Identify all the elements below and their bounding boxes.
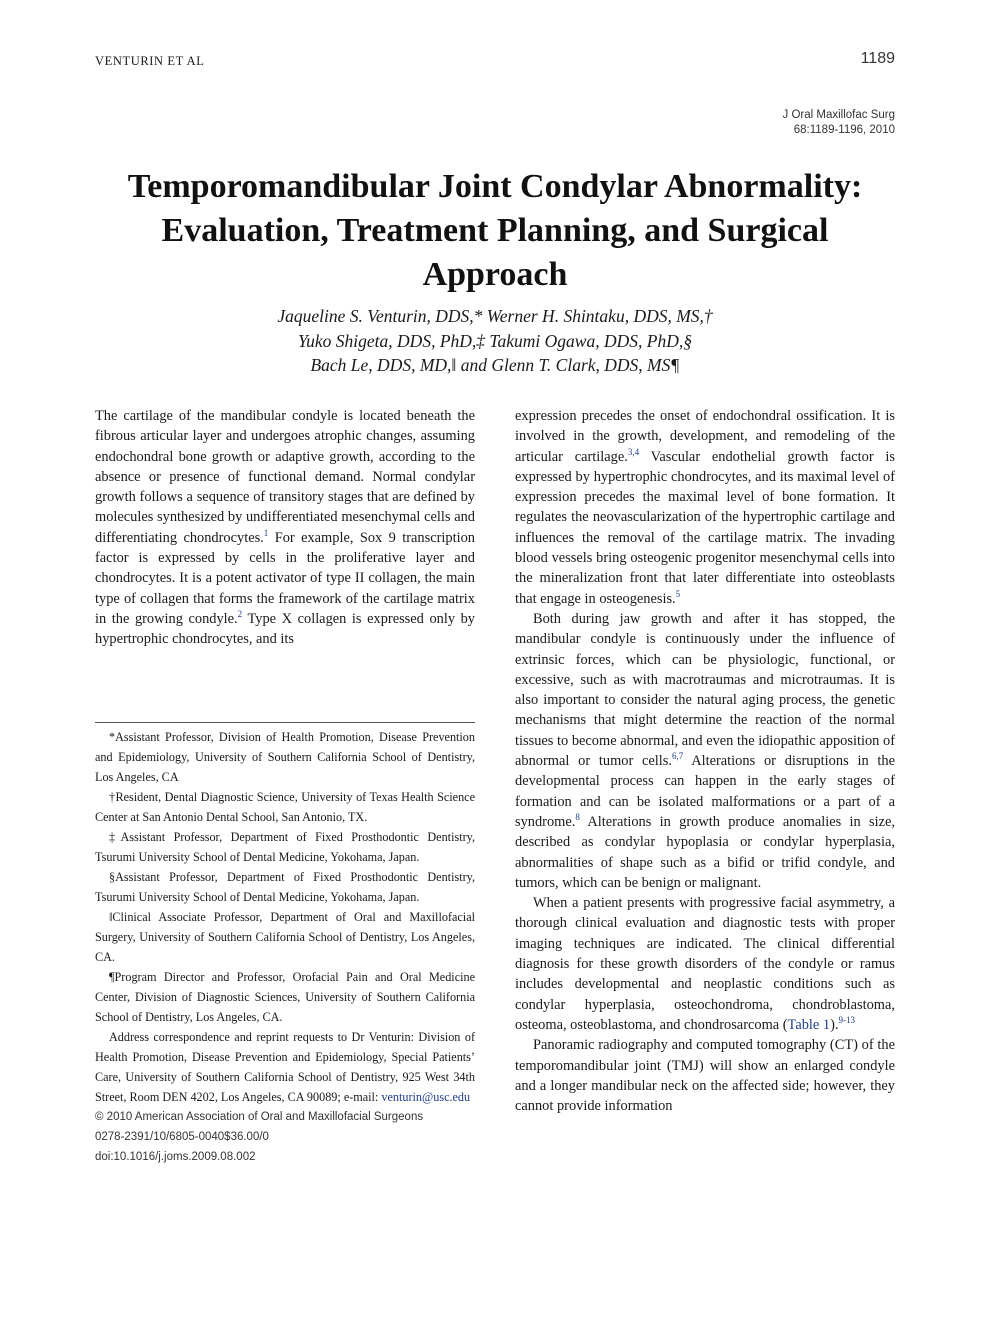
reference-link[interactable]: 1 <box>263 527 269 538</box>
doi-line: doi:10.1016/j.joms.2009.08.002 <box>95 1151 256 1163</box>
footnote: ‖Clinical Associate Professor, Department of Oral and Maxillofacial Surgery, University of Southern California School of Dentistry, Los Angeles, CA. <box>95 910 475 964</box>
page-number: 1189 <box>860 50 895 67</box>
text-span: Alterations or disruptions in the developmental process can happen in the early stages of formation and can be isolated malformations or a part of a syndrome. <box>515 753 895 830</box>
reference-link[interactable]: 8 <box>575 812 580 823</box>
right-column <box>515 406 895 1116</box>
reference-link[interactable]: 2 <box>237 609 243 620</box>
email-link[interactable]: venturin@usc.edu <box>381 1090 471 1104</box>
author-list <box>95 304 895 378</box>
text-span: The cartilage of the mandibular condyle is located beneath the fibrous articular layer and undergoes atrophic changes, assuming endochondral bone growth or adaptive growth, according to the absence or presence of functional demand. Normal condylar growth follows a sequence of transitory stages that are defined by molecules synthesized by undifferentiated mesenchymal cells and differentiating chondrocytes. <box>95 408 475 546</box>
text-span: ). <box>830 1016 839 1033</box>
body-paragraph <box>515 609 895 893</box>
body-paragraph <box>95 406 475 650</box>
journal-citation <box>783 108 895 138</box>
reference-link[interactable]: 3,4 <box>627 446 640 457</box>
issn-line: 0278-2391/10/6805-0040$36.00/0 <box>95 1131 269 1143</box>
body-paragraph: Panoramic radiography and computed tomography (CT) of the temporomandibular joint (TMJ) will show an enlarged condyle and a longer mandibular neck on the affected side; however, they cannot provide information <box>515 1037 895 1115</box>
text-span: expression precedes the onset of endochondral ossification. It is involved in the growth, development, and remodeling of the articular cartilage. <box>515 408 895 465</box>
reference-link[interactable]: 6,7 <box>672 751 684 762</box>
author-line-3: Bach Le, DDS, MD,‖ and Glenn T. Clark, DDS, MS¶ <box>310 355 680 375</box>
reference-link[interactable]: 9-13 <box>838 1015 855 1026</box>
running-head: VENTURIN ET AL <box>95 54 205 68</box>
text-span: When a patient presents with progressive facial asymmetry, a thorough clinical evaluation and diagnostic tests with proper imaging techniques are indicated. The clinical differential diagnosis for these growth disorders of the condyle or ramus includes developmental and neoplastic conditions such as condylar hyperplasia, osteochondroma, chondroblastoma, osteoma, osteoblastoma, and chondrosarcoma ( <box>515 895 895 1033</box>
journal-name: J Oral Maxillofac Surg <box>782 109 895 121</box>
footnote: *Assistant Professor, Division of Health Promotion, Disease Prevention and Epidemiology, University of Southern California School of Dentistry, Los Angeles, CA <box>95 730 475 784</box>
footnote: §Assistant Professor, Department of Fixed Prosthodontic Dentistry, Tsurumi University School of Dental Medicine, Yokohama, Japan. <box>95 870 475 904</box>
affiliation-footnotes <box>95 722 475 1167</box>
copyright-line: © 2010 American Association of Oral and Maxillofacial Surgeons <box>95 1111 424 1123</box>
text-span: Alterations in growth produce anomalies in size, described as condylar hypoplasia or condylar hyperplasia, abnormalities of shape such as a bifid or trifid condyle, and tumors, which can be benign or malignant. <box>515 813 895 891</box>
body-paragraph <box>515 893 895 1035</box>
footnote: ¶Program Director and Professor, Orofacial Pain and Oral Medicine Center, Division of Diagnostic Sciences, University of Southern California School of Dentistry, Los Angeles, CA. <box>95 970 475 1024</box>
reference-link[interactable]: 5 <box>675 588 681 599</box>
left-column <box>95 406 475 650</box>
journal-volume: 68:1189-1196, 2010 <box>793 124 895 136</box>
text-span: Type X collagen is expressed only by hypertrophic chondrocytes, and its <box>95 610 476 648</box>
text-span: Both during jaw growth and after it has stopped, the mandibular condyle is continuously under the influence of extrinsic forces, which can be physiologic, functional, or excessive, such as with macrotraumas and microtraumas. It is also important to consider the natural aging process, the genetic mechanisms that might determine the reaction of the normal tissues to become abnormal, and even the idiopathic apposition of abnormal or tumor cells. <box>515 610 895 770</box>
footnote: †Resident, Dental Diagnostic Science, University of Texas Health Science Center at San Antonio Dental School, San Antonio, TX. <box>95 790 475 824</box>
author-line-2: Yuko Shigeta, DDS, PhD,‡ Takumi Ogawa, DDS, PhD,§ <box>298 330 692 351</box>
article-title: Temporomandibular Joint Condylar Abnormality: Evaluation, Treatment Planning, and Surgical Approach <box>127 168 863 293</box>
table-link[interactable]: Table 1 <box>787 1016 831 1033</box>
body-paragraph <box>515 406 895 609</box>
correspondence-footnote <box>95 1027 475 1107</box>
author-line-1: Jaqueline S. Venturin, DDS,* Werner H. Shintaku, DDS, MS,† <box>277 306 713 326</box>
footnote: ‡Assistant Professor, Department of Fixed Prosthodontic Dentistry, Tsurumi University School of Dental Medicine, Yokohama, Japan. <box>95 830 475 864</box>
text-span: Vascular endothelial growth factor is expressed by hypertrophic chondrocytes, and its maximal level of expression precedes the maximal level of bone formation. It regulates the neovascularization of the hypertrophic cartilage and influences the removal of the cartilage matrix. The invading blood vessels bring osteogenic progenitor mesenchymal cells into the mineralization front that later differentiate into osteoblasts that engage in osteogenesis. <box>515 448 895 607</box>
text-span: Address correspondence and reprint requests to Dr Venturin: Division of Health Promotion, Disease Prevention and Epidemiology, Special Patients’ Care, University of Southern California School of Dentistry, 925 West 34th Street, Room DEN 4202, Los Angeles, CA 90089; e-mail: <box>95 1030 475 1104</box>
text-span: For example, Sox 9 transcription factor is expressed by cells in the proliferative layer and chondrocytes. It is a potent activator of type II collagen, the main type of collagen that forms the framework of the cartilage matrix in the growing condyle. <box>95 529 475 627</box>
